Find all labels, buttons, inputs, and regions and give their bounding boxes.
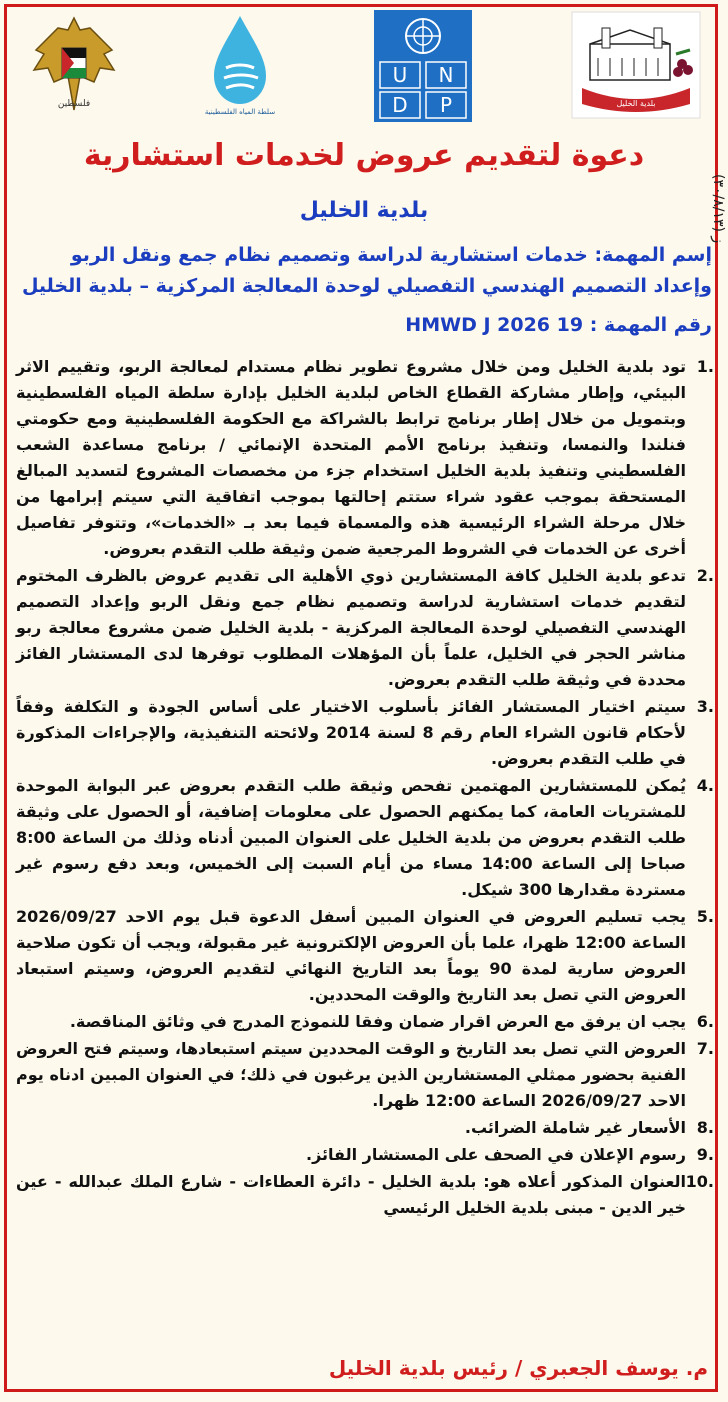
undp-letter-d: D [392, 93, 408, 117]
list-item [16, 1009, 714, 1035]
list-item [16, 1142, 714, 1168]
list-item [16, 904, 714, 1008]
list-item [16, 563, 714, 693]
item-text: يجب تسليم العروض في العنوان المبين أسفل الدعوة قبل يوم الاحد 2026/09/27 الساعة 12:00 ظهرا، علما بأن العروض الإلكترونية غير مقبولة، ويجب أن تكون صلاحية العروض سارية لمدة 90 يوماً بعد التاريخ النهائي لتقديم العروض، وسيتم استبعاد العروض التي تصل بعد التاريخ والوقت المحددين. [16, 907, 687, 1004]
hebron-municipality-logo-icon [568, 10, 704, 122]
municipality-subtitle: بلدية الخليل [299, 198, 429, 223]
item-number: .6 [696, 1012, 714, 1031]
task-name-label: إسم المهمة: [594, 244, 712, 266]
item-text: يُمكن للمستشارين المهتمين تفحص وثيقة طلب التقدم بعروض عبر البوابة الموحدة للمشتريات العامة، كما يمكنهم الحصول على معلومات إضافية، أو الحصول على وثيقة طلب التقدم بعروض من بلدية الخليل على العنوان المبين أدناه وذلك من الساعة 8:00 صباحا إلى الساعة 14:00 مساء من أيام السبت إلى الخميس، وبعد دفع رسوم غير مستردة مقدارها 300 شيكل. [16, 776, 687, 899]
item-number: .4 [696, 776, 714, 795]
municipality-logo-caption: بلدية الخليل [616, 99, 656, 108]
item-number: .8 [696, 1118, 714, 1137]
undp-logo-icon [374, 10, 472, 122]
task-reference-label: رقم المهمة : [589, 314, 712, 336]
task-name-text: خدمات استشارية لدراسة وتصميم نظام جمع ونقل الربو وإعداد التصميم الهندسي التفصيلي لوحدة المعالجة المركزية – بلدية الخليل [21, 244, 712, 297]
list-item [16, 354, 714, 562]
list-item [16, 1036, 714, 1114]
undp-letter-u: U [392, 63, 408, 87]
logo-bar [20, 10, 708, 128]
page-title: دعوة لتقديم عروض لخدمات استشارية [83, 138, 645, 173]
item-text: تود بلدية الخليل ومن خلال مشروع تطوير نظام مستدام لمعالجة الربو، وتقييم الاثر البيئي، وإطار مشاركة القطاع الخاص لبلدية الخليل بإدارة سلطة المياه الفلسطينية وبتمويل من خلال إطار برنامج ترابط بالشراكة مع الحكومة الفلسطينية ومع حكومتي فنلندا والنمسا، وتنفيذ برنامج الأمم المتحدة الإنمائي / برنامج مساعدة الشعب الفلسطيني وتنفيذ بلدية الخليل استخدام جزء من مخصصات المشروع لتسديد المبالغ المستحقة بموجب عقود شراء ستتم إحالتها بموجب اتفاقية التي سيتم إبرامها من خلال مرحلة الشراء الرئيسية هذه والمسماة فيما بعد بـ «الخدمات»، وتتوفر تفاصيل أخرى عن الخدمات في الشروط المرجعية ضمن وثيقة طلب التقدم بعروض. [16, 357, 686, 558]
list-item [16, 694, 714, 772]
undp-letter-n: N [438, 63, 454, 87]
item-text: سيتم اختيار المستشار الفائز بأسلوب الاختيار على أساس الجودة و التكلفة وفقاً لأحكام قانون الشراء العام رقم 8 لسنة 2014 ولائحته التنفيذية، والإجراءات المذكورة في طلب التقدم بعروض. [16, 697, 686, 768]
item-text: الأسعار غير شاملة الضرائب. [464, 1118, 686, 1137]
item-text: تدعو بلدية الخليل كافة المستشارين ذوي الأهلية الى تقديم عروض بالظرف المختوم لتقديم خدمات استشارية لدراسة وتصميم نظام جمع ونقل الربو وإعداد التصميم الهندسي التفصيلي لوحدة المعالجة المركزية - بلدية الخليل ضمن مشروع معالجة ربو مناشر الحجر في الخليل، علماً بأن المؤهلات المطلوب توفرها لدى المستشار الفائز محددة في وثيقة طلب التقدم بعروض. [16, 566, 686, 689]
item-text: يجب ان يرفق مع العرض اقرار ضمان وفقا للنموذج المدرج في وثائق المناقصة. [69, 1012, 686, 1031]
undp-letter-p: P [439, 93, 453, 117]
task-reference-value: HMWD J 2026 19 [405, 314, 584, 336]
water-authority-caption: سلطة المياه الفلسطينية [204, 108, 276, 116]
item-number: .3 [696, 697, 714, 716]
item-text: رسوم الإعلان في الصحف على المستشار الفائز. [306, 1145, 686, 1164]
palestinian-eagle-emblem-icon [28, 10, 120, 122]
task-name [16, 240, 712, 302]
item-number: .1 [696, 357, 714, 376]
emblem-caption: فلسطين [57, 99, 91, 109]
list-item [16, 1115, 714, 1141]
item-text: العنوان المذكور أعلاه هو: بلدية الخليل - دائرة العطاءات - شارع الملك عبدالله - عين خير الدين - مبنى بلدية الخليل الرئيسي [16, 1172, 686, 1217]
item-number: .7 [696, 1039, 714, 1058]
item-number: .5 [696, 907, 714, 926]
item-number: .10 [685, 1172, 714, 1191]
signature-line: م. يوسف الجعبري / رئيس بلدية الخليل [328, 1356, 708, 1380]
side-reference-code: (٣٠/٨/١٣) ز [710, 174, 726, 244]
list-item [16, 773, 714, 903]
item-text: العروض التي تصل بعد التاريخ و الوقت المحددين سيتم استبعادها، وسيتم فتح العروض الفنية بحضور ممثلي المستشارين الذين يرغبون في ذلك؛ في العنوان المبين ادناه يوم الاحد 2026/09/27 الساعة 12:00 ظهرا. [16, 1039, 686, 1110]
item-number: .2 [696, 566, 714, 585]
task-reference [16, 314, 712, 336]
water-authority-logo-icon [196, 10, 284, 122]
list-item [16, 1169, 714, 1221]
item-number: .9 [696, 1145, 714, 1164]
clauses-list [16, 354, 714, 1222]
